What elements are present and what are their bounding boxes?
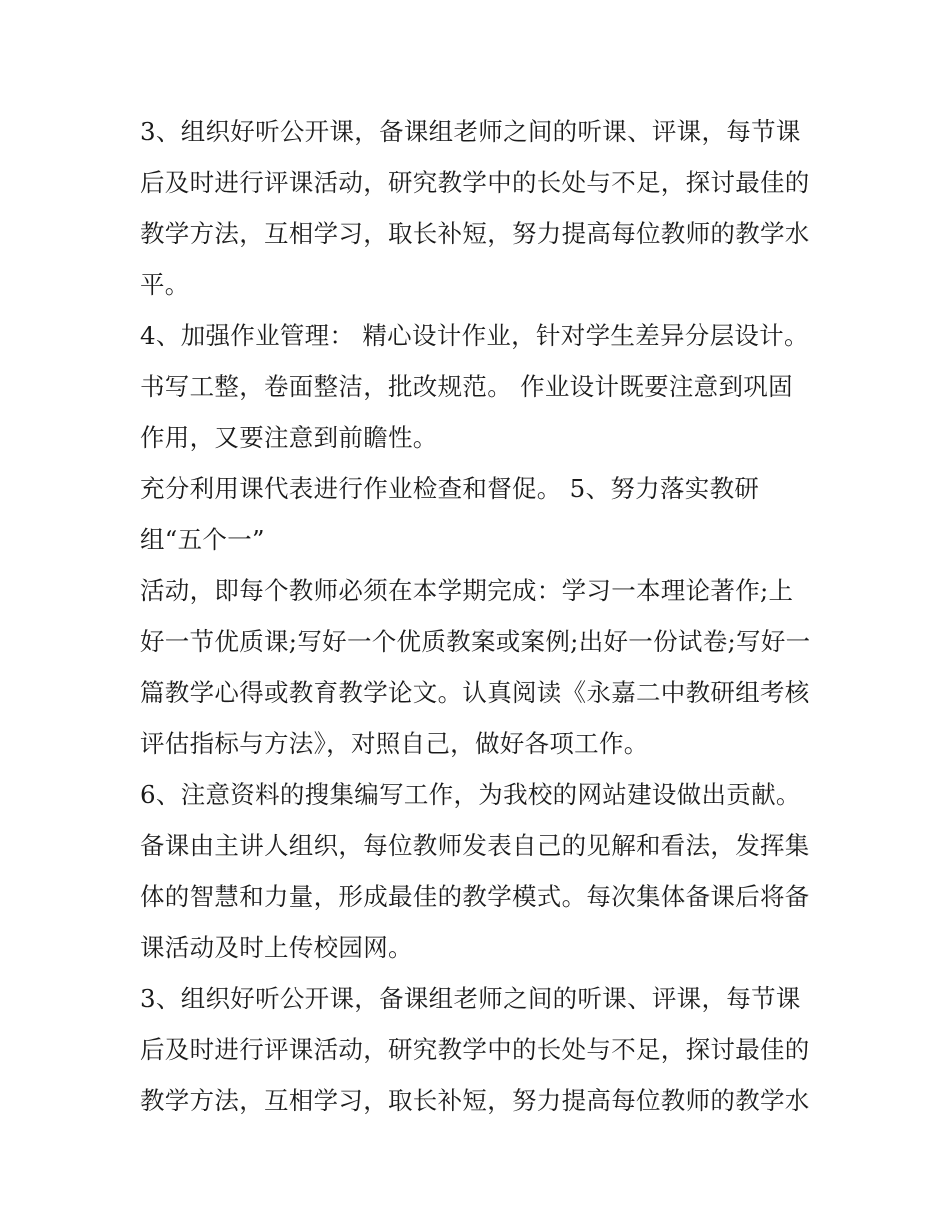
text-line: 后及时进行评课活动，研究教学中的长处与不足，探讨最佳的 [140,168,810,197]
text-line: 6、注意资料的搜集编写工作，为我校的网站建设做出贡献。 [140,780,801,809]
text-line: 备课由主讲人组织，每位教师发表自己的见解和看法，发挥集 [140,831,810,860]
text-line: 体的智慧和力量，形成最佳的教学模式。每次集体备课后将备 [140,882,810,911]
text-line: 书写工整，卷面整洁，批改规范。 作业设计既要注意到巩固 [140,372,793,401]
text-line: 3、组织好听公开课，备课组老师之间的听课、评课，每节课 [140,984,801,1013]
text-line: 篇教学心得或教育教学论文。认真阅读《永嘉二中教研组考核 [140,678,810,707]
text-line: 组“五个一” [140,525,265,554]
text-line: 作用，又要注意到前瞻性。 [140,423,438,452]
text-line: 教学方法，互相学习，取长补短，努力提高每位教师的教学水 [140,1086,810,1115]
text-line: 3、组织好听公开课，备课组老师之间的听课、评课，每节课 [140,117,801,146]
text-line: 课活动及时上传校园网。 [140,933,413,962]
text-line: 活动，即每个教师必须在本学期完成：学习一本理论著作;上 [140,576,794,605]
text-line: 评估指标与方法》，对照自己，做好各项工作。 [140,729,649,758]
text-line: 好一节优质课;写好一个优质教案或案例;出好一份试卷;写好一 [140,627,811,656]
text-line: 平。 [140,270,190,299]
document-body [140,106,820,1126]
text-line: 教学方法，互相学习，取长补短，努力提高每位教师的教学水 [140,219,810,248]
text-line: 充分利用课代表进行作业检查和督促。 5、努力落实教研 [140,474,760,503]
text-line: 后及时进行评课活动，研究教学中的长处与不足，探讨最佳的 [140,1035,810,1064]
text-line: 4、加强作业管理： 精心设计作业，针对学生差异分层设计。 [140,321,809,350]
